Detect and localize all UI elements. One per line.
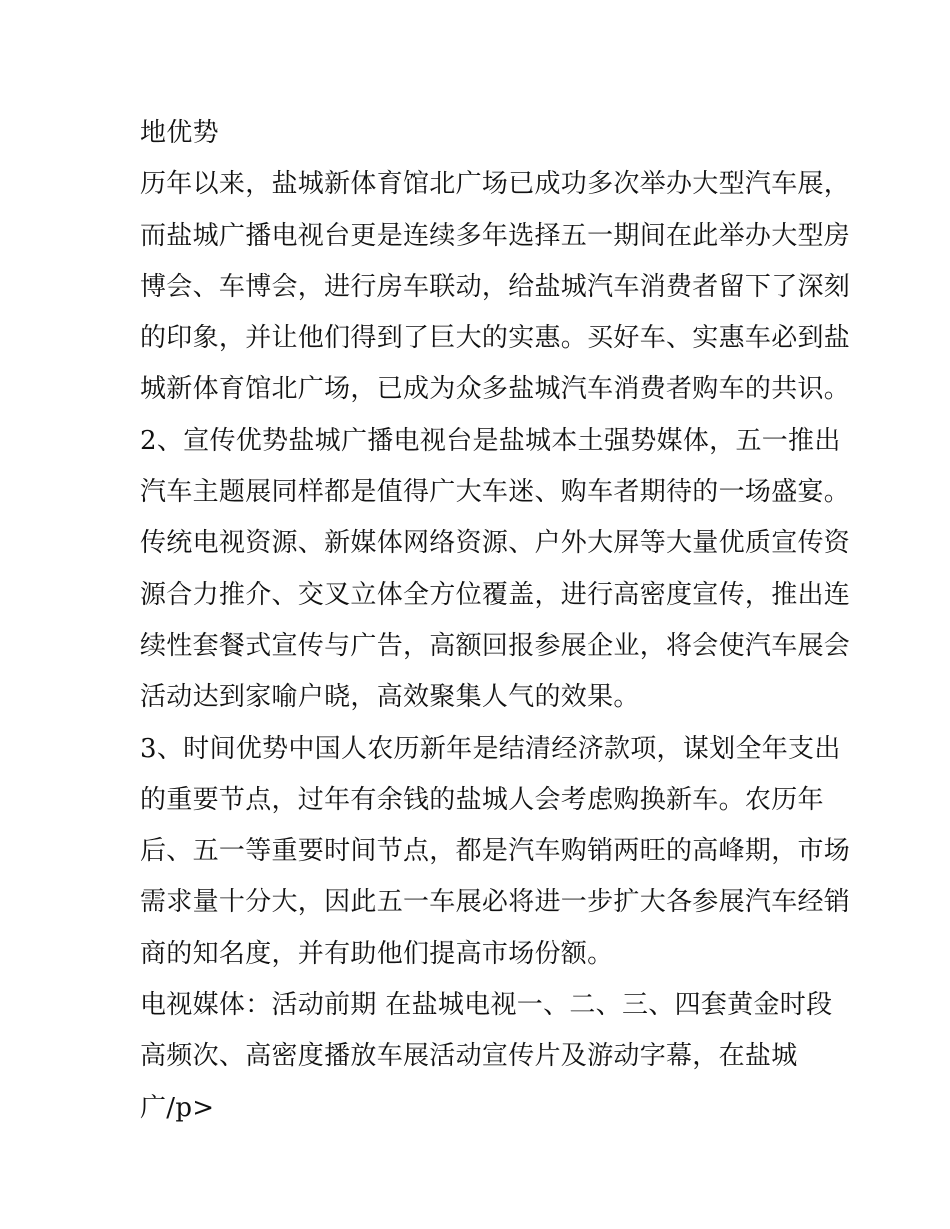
text-line: 源合力推介、交叉立体全方位覆盖，进行高密度宣传，推出连 [140, 579, 851, 610]
text-line: 而盐城广播电视台更是连续多年选择五一期间在此举办大型房 [140, 220, 851, 251]
text-line: 地优势 [140, 118, 219, 148]
text-line: 续性套餐式宣传与广告，高额回报参展企业，将会使汽车展会 [140, 630, 851, 661]
text-line: 需求量十分大，因此五一车展必将进一步扩大各参展汽车经销 [140, 887, 851, 918]
text-line: 传统电视资源、新媒体网络资源、户外大屏等大量优质宣传资 [140, 528, 851, 559]
text-line: 后、五一等重要时间节点，都是汽车购销两旺的高峰期，市场 [140, 836, 851, 867]
text-line: 商的知名度，并有助他们提高市场份额。 [140, 938, 614, 969]
text-line: 的印象，并让他们得到了巨大的实惠。买好车、实惠车必到盐 [140, 323, 851, 354]
text-line: 电视媒体：活动前期 在盐城电视一、二、三、四套黄金时段 [140, 990, 833, 1021]
text-line: 城新体育馆北广场，已成为众多盐城汽车消费者购车的共识。 [140, 374, 851, 405]
text-line: 的重要节点，过年有余钱的盐城人会考虑购换新车。农历年 [140, 784, 824, 815]
text-line: 活动达到家喻户晓，高效聚集人气的效果。 [140, 682, 640, 713]
text-line: 汽车主题展同样都是值得广大车迷、购车者期待的一场盛宴。 [140, 477, 851, 508]
text-line: 博会、车博会，进行房车联动，给盐城汽车消费者留下了深刻 [140, 271, 851, 302]
text-line: 高频次、高密度播放车展活动宣传片及游动字幕，在盐城 [140, 1041, 798, 1072]
text-line: 3、时间优势中国人农历新年是结清经济款项，谋划全年支出 [140, 733, 841, 764]
text-line: 2、宣传优势盐城广播电视台是盐城本土强势媒体，五一推出 [140, 425, 841, 456]
text-line: 广/p> [140, 1092, 215, 1123]
text-line: 历年以来，盐城新体育馆北广场已成功多次举办大型汽车展， [140, 169, 851, 200]
document-body [140, 108, 851, 1134]
